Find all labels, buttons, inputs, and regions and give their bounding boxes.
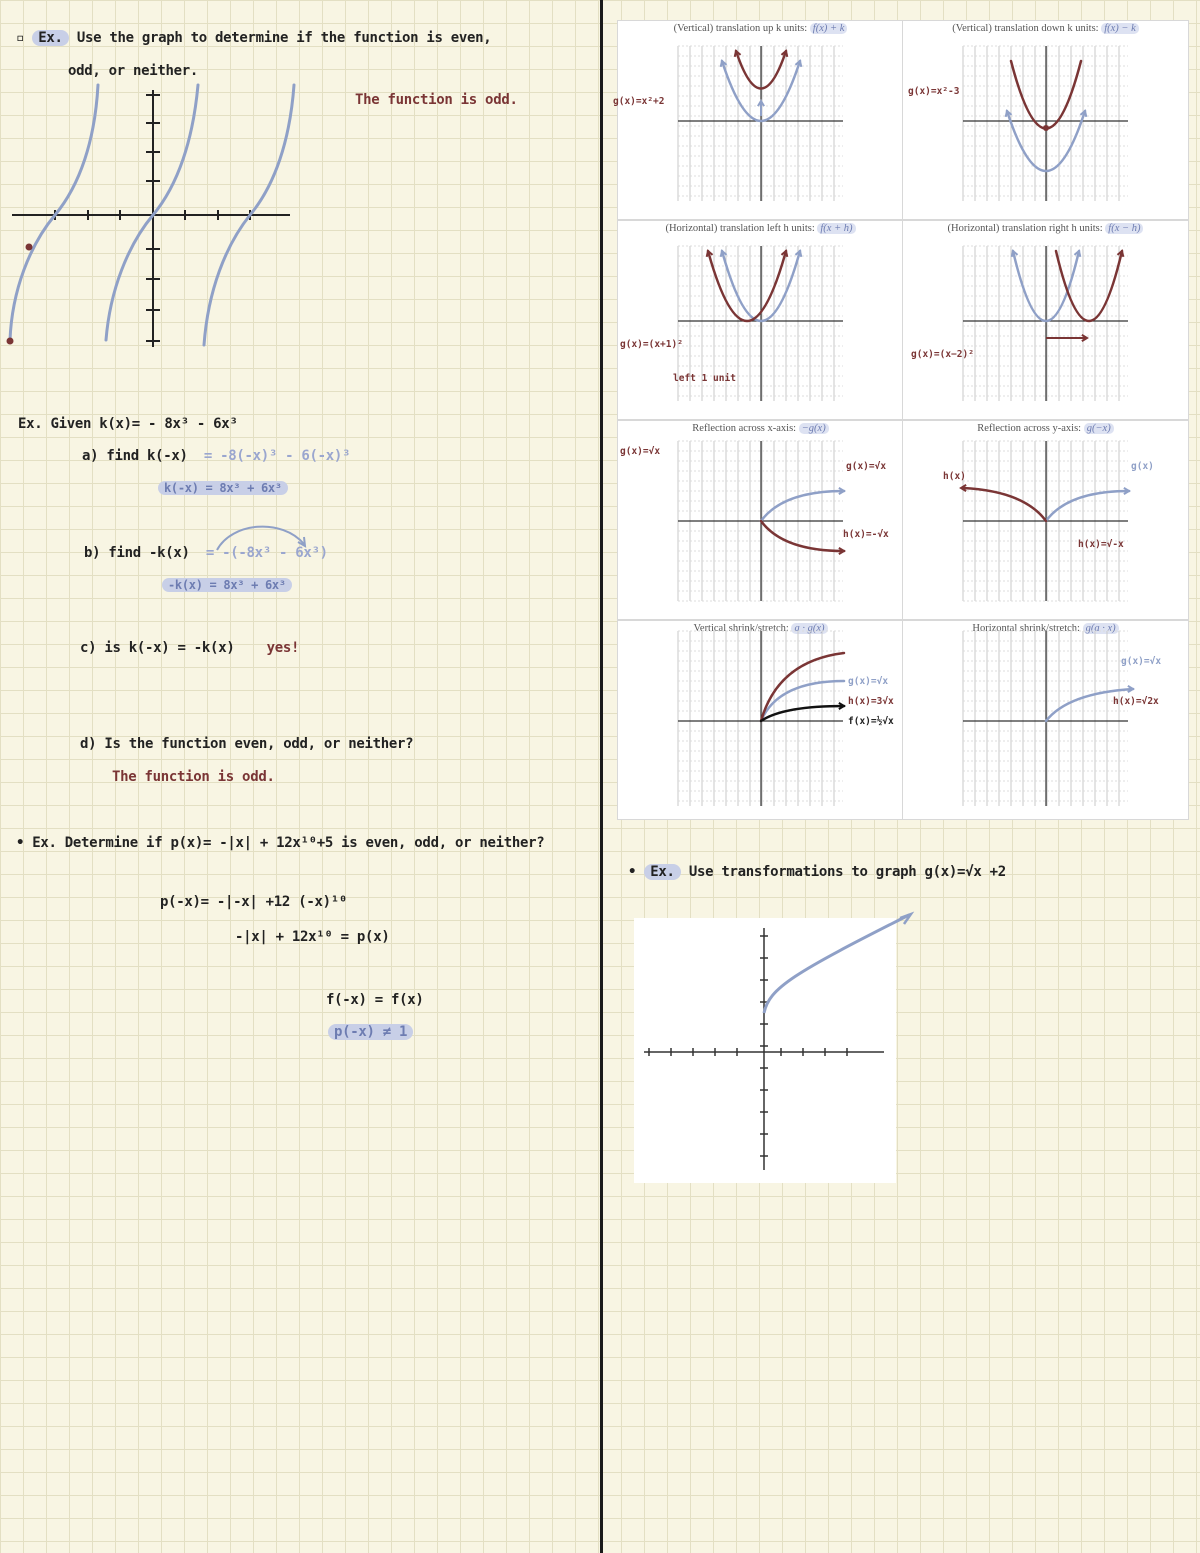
ex2-a-result: k(-x) = 8x³ + 6x³ <box>158 481 288 495</box>
ex2-b-work: = -(-8x³ - 6x³) <box>205 545 328 561</box>
ex4-ex-label: Ex. <box>644 864 680 880</box>
panel-function-label: g(x) <box>1131 461 1154 472</box>
ex2-c-row <box>80 640 299 656</box>
panel-graph <box>618 21 903 219</box>
ex4-graph-panel <box>634 918 896 1183</box>
ex2-c-answer: yes! <box>266 640 300 656</box>
panel-title-text: (Horizontal) translation left h units: <box>665 223 818 234</box>
ex3-line3: f(-x) = f(x) <box>326 992 424 1008</box>
ex1-answer: The function is odd. <box>355 92 518 108</box>
transformation-panel <box>617 620 904 820</box>
panel-formula: f(x − h) <box>1105 223 1143 234</box>
panel-function-label: g(x)=x²-3 <box>908 86 960 97</box>
vertex-point <box>1043 125 1049 131</box>
shrunk-curve <box>761 706 844 721</box>
panel-graph <box>618 221 903 419</box>
transformation-panel <box>613 20 904 220</box>
panel-function-label: g(x)=(x−2)² <box>911 349 974 360</box>
panel-function-label: h(x)=-√x <box>843 529 889 540</box>
ex2-d-answer: The function is odd. <box>112 769 275 785</box>
transformation-panel <box>902 620 1189 820</box>
panel-function-label: g(x)=√x <box>848 676 889 687</box>
panel-function-label: g(x)=√x <box>620 446 661 457</box>
panel-formula: f(x + h) <box>817 223 855 234</box>
ex2-c-label: c) is k(-x) = -k(x) <box>80 640 235 656</box>
panel-function-label: g(x)=√x <box>1121 656 1162 667</box>
sqrt-curve <box>761 491 844 521</box>
ex4-row <box>628 864 1006 880</box>
sqrt-curve <box>1046 491 1129 521</box>
point-marker-end <box>7 338 14 345</box>
panel-function-label: g(x)=√x <box>846 461 887 472</box>
transformation-panel <box>902 20 1189 220</box>
panel-title-text: Reflection across x-axis: <box>692 423 799 434</box>
ex2-b-row <box>84 545 328 561</box>
transformation-panel <box>617 220 904 420</box>
panel-function-label: g(x)=(x+1)² <box>620 339 683 350</box>
ex3-line1: p(-x)= -|-x| +12 (-x)¹⁰ <box>160 894 347 910</box>
panel-function-label: f(x)=½√x <box>848 716 894 727</box>
ex1-bullet: ▫ <box>16 30 25 46</box>
ex3-heading: • Ex. Determine if p(x)= -|x| + 12x¹⁰+5 is even, odd, or neither? <box>16 835 545 851</box>
ex1-ex-label: Ex. <box>32 30 68 46</box>
panel-title-text: Vertical shrink/stretch: <box>693 623 792 634</box>
panel-graph <box>903 221 1188 419</box>
ex2-a-label: a) find k(-x) <box>82 448 188 464</box>
transformation-panel <box>617 420 904 620</box>
panel-graph <box>618 421 903 619</box>
ex4-sqrt-curve <box>764 915 909 1013</box>
panel-function-label: h(x)=√2x <box>1113 696 1159 707</box>
panel-function-label: g(x)=x²+2 <box>613 96 665 107</box>
ex2-b-result-wrap <box>162 578 292 592</box>
transformation-panel <box>902 420 1189 620</box>
panel-formula: f(x) − k <box>1101 23 1139 34</box>
panel-title-text: (Vertical) translation down k units: <box>952 23 1102 34</box>
ex4-text: Use transformations to graph g(x)=√x +2 <box>688 864 1006 880</box>
point-marker <box>26 244 33 251</box>
ex2-heading: Ex. Given k(x)= - 8x³ - 6x³ <box>18 416 238 432</box>
panel-graph <box>903 421 1188 619</box>
panel-formula: −g(x) <box>799 423 829 434</box>
ex3-line4-wrap <box>328 1024 413 1040</box>
ex4-bullet: • <box>628 864 637 880</box>
panel-formula: a · g(x) <box>791 623 827 634</box>
ex1-question: Use the graph to determine if the function is even, <box>76 30 492 46</box>
transformation-panel <box>902 220 1189 420</box>
ex1-graph <box>0 85 300 355</box>
panel-function-label: left 1 unit <box>673 373 736 384</box>
ex2-a-result-wrap <box>158 481 288 495</box>
panel-formula: g(−x) <box>1084 423 1114 434</box>
ex3-line4: p(-x) ≠ 1 <box>328 1024 413 1040</box>
ex3-line2: -|x| + 12x¹⁰ = p(x) <box>235 929 390 945</box>
panel-formula: f(x) + k <box>810 23 848 34</box>
ex1-line1 <box>16 30 491 46</box>
panel-graph <box>903 621 1188 819</box>
panel-function-label: h(x) <box>943 471 966 482</box>
panel-title-text: Horizontal shrink/stretch: <box>972 623 1083 634</box>
ex2-d-label: d) Is the function even, odd, or neither? <box>80 736 414 752</box>
panel-title-text: (Horizontal) translation right h units: <box>947 223 1106 234</box>
reflected-curve <box>761 521 844 551</box>
panel-title-text: Reflection across y-axis: <box>977 423 1084 434</box>
ex4-graph <box>634 918 896 1183</box>
ex2-b-label: b) find -k(x) <box>84 545 190 561</box>
panel-graph <box>903 21 1188 219</box>
panel-function-label: h(x)=3√x <box>848 696 894 707</box>
panel-function-label: h(x)=√-x <box>1078 539 1124 550</box>
ex2-a-row <box>82 448 350 464</box>
ex2-b-result: -k(x) = 8x³ + 6x³ <box>162 578 292 592</box>
ex1-line2: odd, or neither. <box>68 63 199 79</box>
page-divider <box>600 0 603 1553</box>
ex2-a-work: = -8(-x)³ - 6(-x)³ <box>203 448 351 464</box>
panel-formula: g(a · x) <box>1083 623 1119 634</box>
panel-title-text: (Vertical) translation up k units: <box>673 23 810 34</box>
